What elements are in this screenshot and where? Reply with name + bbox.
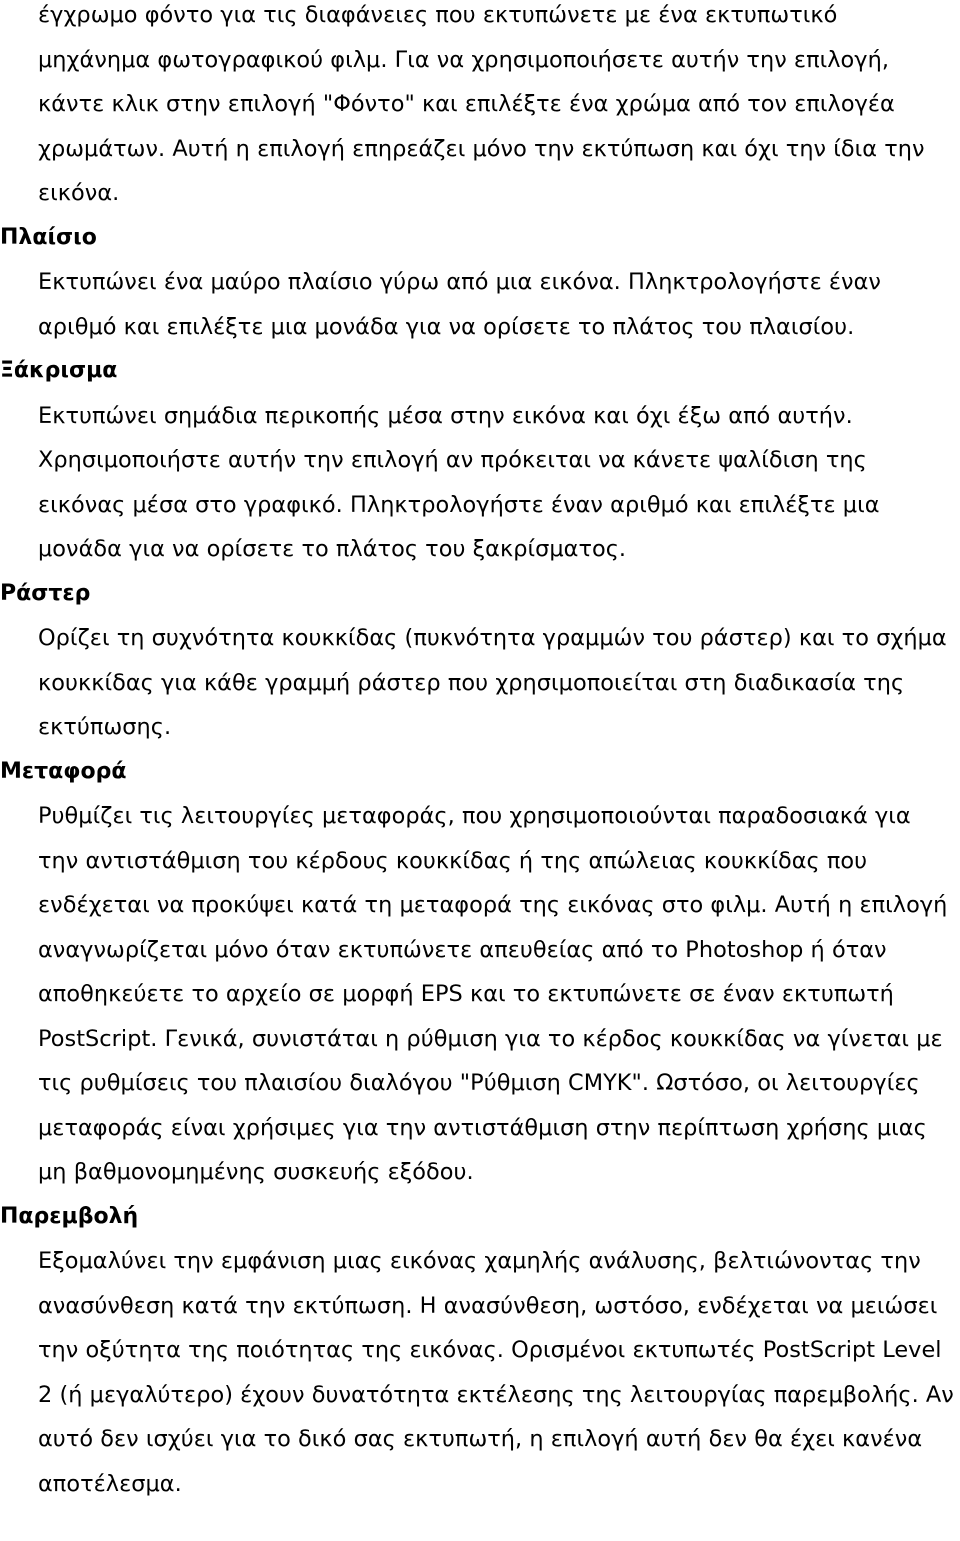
section-interpolation (0, 1195, 960, 1507)
term-description: Ορίζει τη συχνότητα κουκκίδας (πυκνότητα γραμμών του ράστερ) και το σχήμα κουκκίδας για κάθε γραμμή ράστερ που χρησιμοποιείται στη διαδικασία της εκτύπωσης. (38, 625, 947, 740)
intro-paragraph: έγχρωμο φόντο για τις διαφάνειες που εκτυπώνετε με ένα εκτυπωτικό μηχάνημα φωτογραφικού φιλμ. Για να χρησιμοποιήσετε αυτήν την επιλογή, κάντε κλικ στην επιλογή "Φόντο" και επιλέξτε ένα χρώμα από τον επιλογέα χρωμάτων. Αυτή η επιλογή επηρεάζει μόνο την εκτύπωση και όχι την ίδια την εικόνα. (38, 2, 925, 206)
term-description: Εκτυπώνει σημάδια περικοπής μέσα στην εικόνα και όχι έξω από αυτήν. Χρησιμοποιήστε αυτήν την επιλογή αν πρόκειται να κάνετε ψαλίδιση της εικόνας μέσα στο γραφικό. Πληκτρολογήστε έναν αριθμό και επιλέξτε μια μονάδα για να ορίσετε το πλάτος του ξακρίσματος. (38, 402, 880, 562)
section-screen (0, 572, 960, 750)
term-description: Εξομαλύνει την εμφάνιση μιας εικόνας χαμηλής ανάλυσης, βελτιώνοντας την ανασύνθεση κατά την εκτύπωση. Η ανασύνθεση, ωστόσο, ενδέχεται να μειώσει την οξύτητα της ποιότητας της εικόνας. Ορισμένοι εκτυπωτές PostScript Level 2 (ή μεγαλύτερο) έχουν δυνατότητα εκτέλεσης της λειτουργίας παρεμβολής. Αν αυτό δεν ισχύει για το δικό σας εκτυπωτή, η επιλογή αυτή δεν θα έχει κανένα αποτέλεσμα. (38, 1248, 954, 1497)
term-heading: Μεταφορά (0, 758, 127, 784)
term-description: Εκτυπώνει ένα μαύρο πλαίσιο γύρω από μια εικόνα. Πληκτρολογήστε έναν αριθμό και επιλέξτε μια μονάδα για να ορίσετε το πλάτος του πλαισίου. (38, 269, 881, 340)
section-border (0, 216, 960, 350)
term-description: Ρυθμίζει τις λειτουργίες μεταφοράς, που χρησιμοποιούνται παραδοσιακά για την αντιστάθμιση του κέρδους κουκκίδας ή της απώλειας κουκκίδας που ενδέχεται να προκύψει κατά τη μεταφορά της εικόνας στο φιλμ. Αυτή η επιλογή αναγνωρίζεται μόνο όταν εκτυπώνετε απευθείας από το Photoshop ή όταν αποθηκεύετε το αρχείο σε μορφή EPS και το εκτυπώνετε σε έναν εκτυπωτή PostScript. Γενικά, συνιστάται η ρύθμιση για το κέρδος κουκκίδας να γίνεται με τις ρυθμίσεις του πλαισίου διαλόγου "Ρύθμιση CMYK". Ωστόσο, οι λειτουργίες μεταφοράς είναι χρήσιμες για την αντιστάθμιση στην περίπτωση χρήσης μιας μη βαθμονομημένης συσκευής εξόδου. (38, 803, 948, 1185)
section-transfer (0, 750, 960, 1195)
term-heading: Ράστερ (0, 580, 91, 606)
term-heading: Ξάκρισμα (0, 358, 118, 383)
term-heading: Πλαίσιο (0, 224, 97, 250)
section-bleed (0, 349, 960, 572)
term-heading: Παρεμβολή (0, 1203, 139, 1229)
